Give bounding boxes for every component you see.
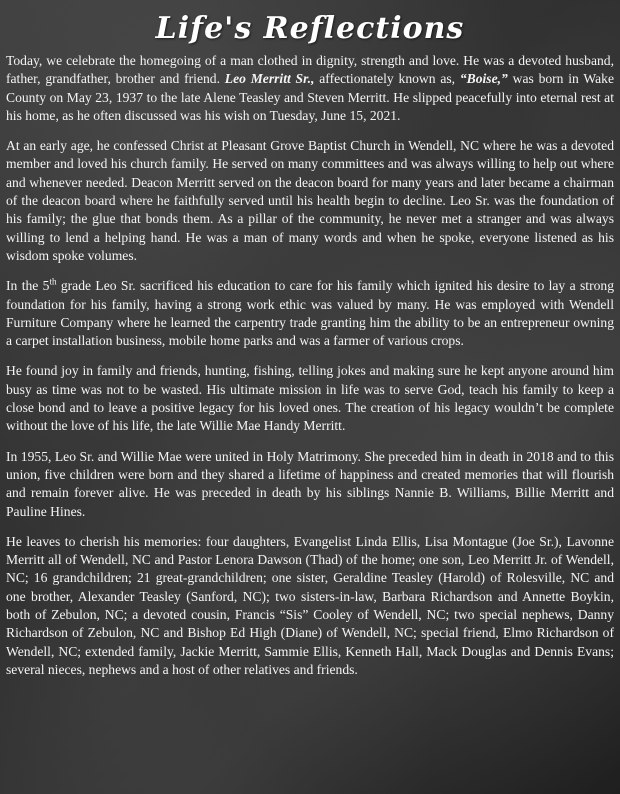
work-text-a: In the 5 bbox=[6, 278, 50, 294]
intro-text-b: affectionately known as, bbox=[314, 71, 460, 87]
paragraph-marriage: In 1955, Leo Sr. and Willie Mae were united in Holy Matrimony. She preceded him in death in 2018 and to this union, five children were born and they shared a lifetime of happiness and created memories that will flourish and remain forever alive. He was preceded in death by his siblings Nannie B. Williams, Billie Merritt and Pauline Hines. bbox=[6, 448, 614, 519]
work-text-b: grade Leo Sr. sacrificed his education to care for his family which ignited his desire to lay a strong foundation for his family, having a strong work ethic was valued by many. He was employed with Wendell Furniture Company where he learned the carpentry trade granting him the ability to be an entrepreneur owning a carpet installation business, mobile home parks and was a farmer of various crops. bbox=[6, 278, 614, 349]
intro-text-a: Today, we celebrate the homegoing of a man clothed in dignity, strength and love. He was a devoted husband, father, grandfather, brother and friend. bbox=[6, 53, 614, 87]
paragraph-joy: He found joy in family and friends, hunting, fishing, telling jokes and making sure he kept anyone around him busy as time was not to be wasted. His ultimate mission in life was to serve God, teach his family to keep a close bond and to leave a positive legacy for his loved ones. The creation of his legacy wouldn’t be complete without the love of his life, the late Willie Mae Handy Merritt. bbox=[6, 363, 614, 434]
paragraph-faith: At an early age, he confessed Christ at Pleasant Grove Baptist Church in Wendell, NC where he was a devoted member and loved his church family. He served on many committees and was always willing to help out where and whenever needed. Deacon Merritt served on the deacon board for many years and later became a chairman of the deacon board where he faithfully served until his health begin to decline. Leo Sr. was the foundation of his family; the glue that bonds them. As a pillar of the community, he never met a stranger and was always willing to lend a helping hand. He was a man of many words and when he spoke, everyone listened as his wisdom spoke volumes. bbox=[6, 138, 614, 263]
name-emphasis: Leo Merritt Sr., bbox=[224, 71, 315, 87]
nickname-emphasis: “Boise,” bbox=[459, 71, 508, 87]
paragraph-work bbox=[6, 277, 614, 350]
intro-text-c: was born in Wake County on May 23, 1937 to the late Alene Teasley and Steven Merritt. He slipped peacefully into eternal rest at his home, as he often discussed was his wish on Tuesday, June 15, 2021. bbox=[6, 71, 615, 123]
ordinal-suffix: th bbox=[49, 276, 57, 287]
paragraph-survivors: He leaves to cherish his memories: four daughters, Evangelist Linda Ellis, Lisa Montague (Joe Sr.), Lavonne Merritt all of Wendell, NC and Pastor Lenora Dawson (Thad) of the home; one son, Leo Merritt Jr. of Wendell, NC; 16 grandchildren; 21 great-grandchildren; one sister, Geraldine Teasley (Harold) of Rolesville, NC and one brother, Alexander Teasley (Sanford, NC); two sisters-in-law, Barbara Richardson and Annette Boykin, both of Zebulon, NC; a devoted cousin, Francis “Sis” Cooley of Wendell, NC; two special nephews, Danny Richardson of Zebulon, NC and Bishop Ed High (Diane) of Wendell, NC; special friend, Elmo Richardson of Wendell, NC; extended family, Jackie Merritt, Sammie Ellis, Kenneth Hall, Mack Douglas and Dennis Evans; several nieces, nephews and a host of other relatives and friends. bbox=[6, 533, 614, 677]
page-title: Life's Reflections bbox=[155, 11, 465, 46]
paragraph-intro bbox=[6, 52, 614, 125]
